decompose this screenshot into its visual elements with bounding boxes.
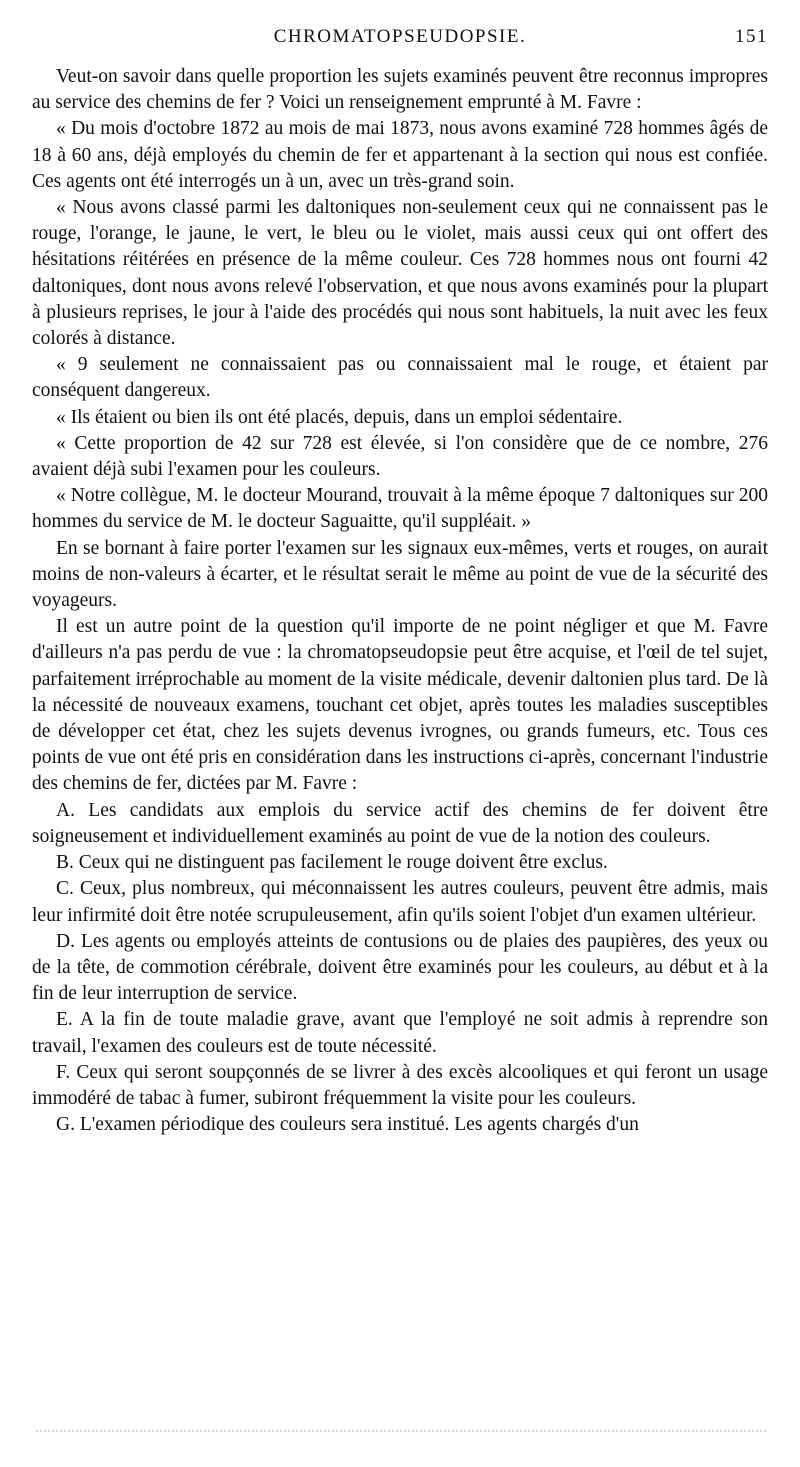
book-page xyxy=(32,26,768,1138)
quote-paragraph: « Nous avons classé parmi les daltoniques non-seulement ceux qui ne connaissent pas le rouge, l'orange, le jaune, le vert, le bleu ou le violet, mais aussi ceux qui ont offert des hésitations réitérées en présence de la même couleur. Ces 728 hommes nous ont fourni 42 daltoniques, dont nous avons relevé l'observation, et que nous avons examinés pour la plupart à plusieurs reprises, le jour à l'aide des procédés qui nous sont habituels, la nuit avec les feux colorés à distance. xyxy=(32,197,768,350)
quote-paragraph: « Du mois d'octobre 1872 au mois de mai 1873, nous avons examiné 728 hommes âgés de 18 à 60 ans, déjà employés du chemin de fer et appartenant à la section qui nous est confiée. Ces agents ont été interrogés un à un, avec un très-grand soin. xyxy=(32,118,768,192)
instruction-item-c: C. Ceux, plus nombreux, qui méconnaissent les autres couleurs, peuvent être admis, mais leur infirmité doit être notée scrupuleusement, afin qu'ils soient l'objet d'un examen ultérieur. xyxy=(32,878,768,926)
paragraph: En se bornant à faire porter l'examen sur les signaux eux-mêmes, verts et rouges, on aurait moins de non-valeurs à écarter, et le résultat serait le même au point de vue de la sécurité des voyageurs. xyxy=(32,537,768,612)
instruction-item-e: E. A la fin de toute maladie grave, avant que l'employé ne soit admis à reprendre son travail, l'examen des couleurs est de toute nécessité. xyxy=(32,1009,768,1057)
quote-paragraph: « 9 seulement ne connaissaient pas ou connaissaient mal le rouge, et étaient par conséquent dangereux. xyxy=(32,354,768,402)
body-text xyxy=(32,64,768,1138)
instruction-item-d: D. Les agents ou employés atteints de contusions ou de plaies des paupières, des yeux ou de la tête, de commotion cérébrale, doivent être examinés pour les couleurs, au début et à la fin de leur interruption de service. xyxy=(32,930,768,1005)
running-head xyxy=(32,26,768,52)
quote-paragraph: « Ils étaient ou bien ils ont été placés, depuis, dans un emploi sédentaire. xyxy=(56,406,623,428)
paragraph: Veut-on savoir dans quelle proportion les sujets examinés peuvent être reconnus impropres au service des chemins de fer ? Voici un renseignement emprunté à M. Favre : xyxy=(32,66,768,114)
instruction-item-b: B. Ceux qui ne distinguent pas facilement le rouge doivent être exclus. xyxy=(56,852,608,874)
instruction-item-a: A. Les candidats aux emplois du service actif des chemins de fer doivent être soigneusement et individuellement examinés au point de vue de la notion des couleurs. xyxy=(32,799,768,847)
running-title: CHROMATOPSEUDOPSIE. xyxy=(273,26,527,47)
instruction-item-g: G. L'examen périodique des couleurs sera institué. Les agents chargés d'un xyxy=(56,1114,639,1136)
scan-artifact-dots xyxy=(36,1430,766,1436)
quote-paragraph: « Notre collègue, M. le docteur Mourand, trouvait à la même époque 7 daltoniques sur 200 hommes du service de M. le docteur Saguaitte, qu'il suppléait. » xyxy=(32,485,768,533)
paragraph: Il est un autre point de la question qu'il importe de ne point négliger et que M. Favre d'ailleurs n'a pas perdu de vue : la chromatopseudopsie peut être acquise, et l'œil de tel sujet, parfaitement irréprochable au moment de la visite médicale, devenir daltonien plus tard. De là la nécessité de nouveaux examens, touchant cet objet, après toutes les maladies susceptibles de développer cet état, chez les sujets devenus ivrognes, ou grands fumeurs, etc. Tous ces points de vue ont été pris en considération dans les instructions ci-après, concernant l'industrie des chemins de fer, dictées par M. Favre : xyxy=(32,616,768,795)
instruction-item-f: F. Ceux qui seront soupçonnés de se livrer à des excès alcooliques et qui feront un usage immodéré de tabac à fumer, subiront fréquemment la visite pour les couleurs. xyxy=(32,1061,768,1109)
page-number: 151 xyxy=(735,26,768,47)
quote-paragraph: « Cette proportion de 42 sur 728 est élevée, si l'on considère que de ce nombre, 276 avaient déjà subi l'examen pour les couleurs. xyxy=(32,432,768,481)
